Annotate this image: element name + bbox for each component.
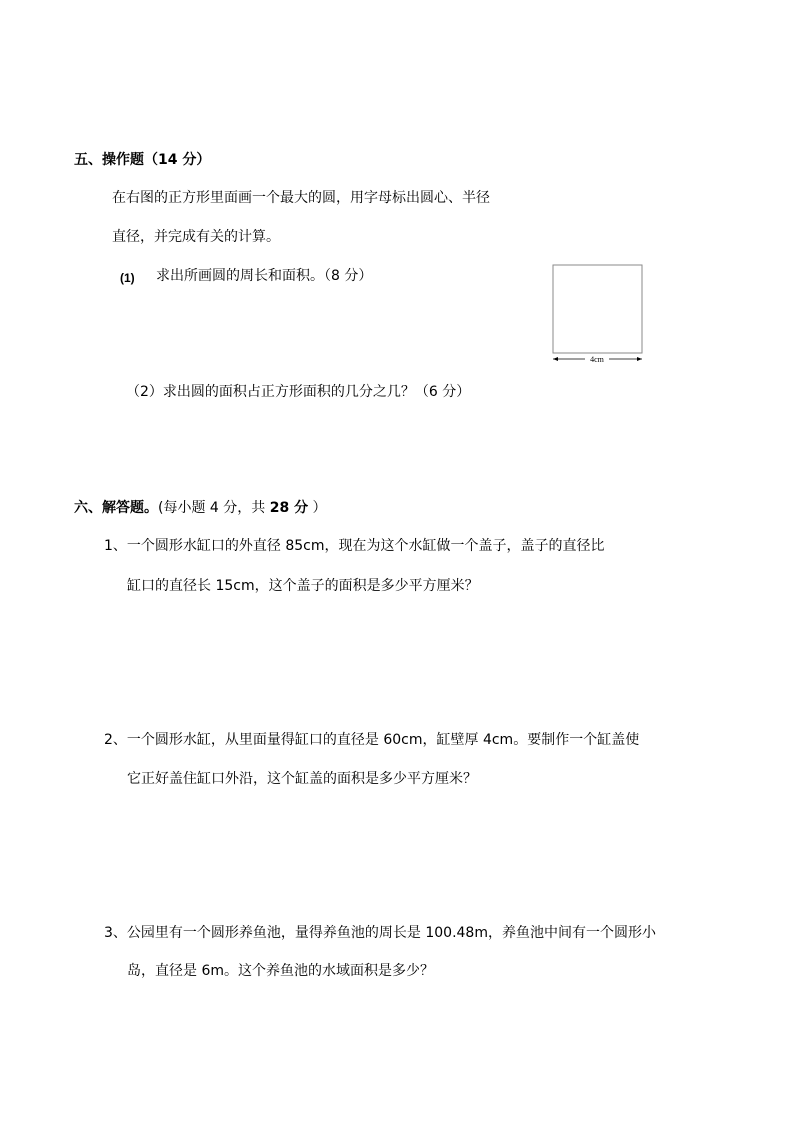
problem3-line1: 3、公园里有一个圆形养鱼池，量得养鱼池的周长是 100.48m，养鱼池中间有一个圆形小 — [104, 925, 656, 941]
arrow-right-icon — [637, 357, 642, 361]
problem1-line2: 缸口的直径长 15cm，这个盖子的面积是多少平方厘米？ — [127, 578, 479, 594]
problem3-line2: 岛，直径是 6m。这个养鱼池的水域面积是多少？ — [127, 963, 434, 979]
section6-heading-note-a: (每小题 4 分，共 — [158, 500, 270, 516]
q2-text: （2）求出圆的面积占正方形面积的几分之几？（6 分） — [126, 384, 471, 400]
section6-heading-note-b: ） — [308, 500, 327, 516]
section5-intro-line2: 直径，并完成有关的计算。 — [112, 229, 280, 245]
q1-text: 求出所画圆的周长和面积。（8 分） — [156, 268, 373, 284]
arrow-left-icon — [553, 357, 558, 361]
square-figure — [551, 264, 645, 368]
section5-heading: 五、操作题（14 分） — [74, 152, 211, 168]
section5-intro-line1: 在右图的正方形里面画一个最大的圆，用字母标出圆心、半径 — [112, 190, 490, 206]
problem2-line1: 2、一个圆形水缸，从里面量得缸口的直径是 60cm，缸壁厚 4cm。要制作一个缸盖使 — [104, 732, 640, 748]
problem1-line1: 1、一个圆形水缸口的外直径 85cm，现在为这个水缸做一个盖子，盖子的直径比 — [104, 538, 605, 554]
q1-number: (1) — [120, 271, 135, 285]
figure-dimension-label: 4cm — [590, 355, 604, 364]
problem2-line2: 它正好盖住缸口外沿，这个缸盖的面积是多少平方厘米？ — [127, 771, 477, 787]
square-shape — [553, 265, 642, 353]
section6-heading-score: 28 分 — [269, 500, 309, 516]
section6-heading-title: 六、解答题。 — [74, 500, 158, 516]
section6-heading — [74, 501, 327, 515]
